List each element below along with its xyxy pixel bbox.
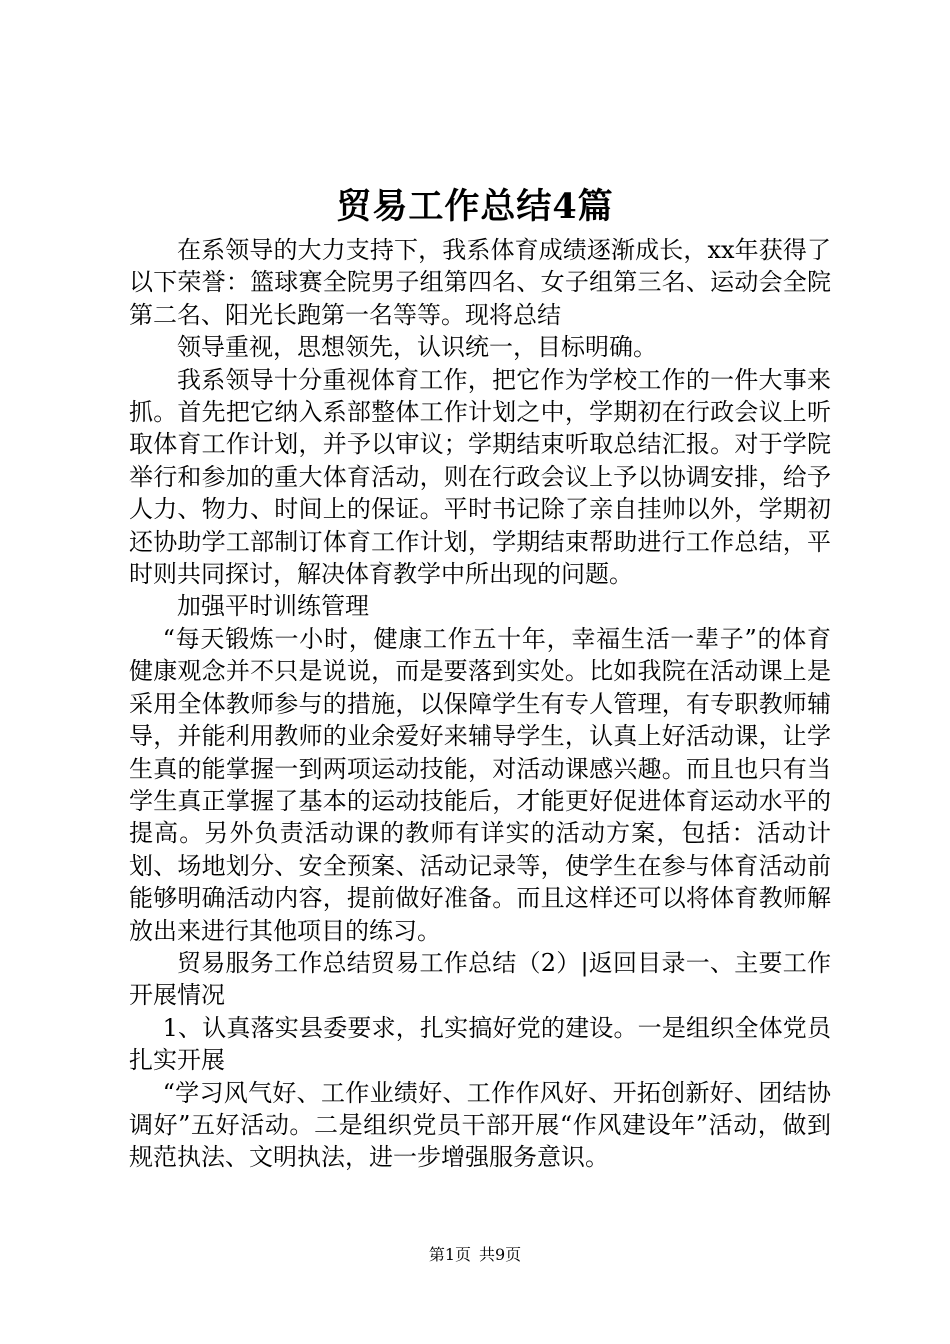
document-title: 贸易工作总结4篇 [336, 186, 614, 227]
page-footer [0, 1244, 950, 1266]
paragraph-five-goods: “学习风气好、工作业绩好、工作作风好、开拓创新好、团结协调好”五好活动。二是组织党员干部开展“作风建设年”活动，做到规范执法、文明执法，进一步增强服务意识。 [129, 1078, 831, 1172]
paragraph-heading-leadership: 领导重视，思想领先，认识统一，目标明确。 [177, 333, 657, 362]
document-body [129, 234, 831, 1174]
page-number-current: 第1页 [428, 1245, 471, 1264]
paragraph-heading-training: 加强平时训练管理 [177, 592, 369, 621]
paragraph-section-2: 贸易服务工作总结贸易工作总结（2）|返回目录一、主要工作开展情况 [129, 948, 831, 1010]
page-number-total: 共9页 [479, 1245, 522, 1264]
paragraph-party-building: 1、认真落实县委要求，扎实搞好党的建设。一是组织全体党员扎实开展 [129, 1013, 831, 1075]
paragraph-training: “每天锻炼一小时，健康工作五十年，幸福生活一辈子”的体育健康观念并不只是说说，而是要落到实处。比如我院在活动课上是采用全体教师参与的措施，以保障学生有专人管理，有专职教师辅导，并能利用教师的业余爱好来辅导学生，认真上好活动课，让学生真的能掌握一到两项运动技能，对活动课感兴趣。而且也只有当学生真正掌握了基本的运动技能后，才能更好促进体育运动水平的提高。另外负责活动课的教师有详实的活动方案，包括：活动计划、场地划分、安全预案、活动记录等，使学生在参与体育活动前能够明确活动内容，提前做好准备。而且这样还可以将体育教师解放出来进行其他项目的练习。 [129, 624, 831, 945]
paragraph-leadership: 我系领导十分重视体育工作，把它作为学校工作的一件大事来抓。首先把它纳入系部整体工作计划之中，学期初在行政会议上听取体育工作计划，并予以审议；学期结束听取总结汇报。对于学院举行和参加的重大体育活动，则在行政会议上予以协调安排，给予人力、物力、时间上的保证。平时书记除了亲自挂帅以外，学期初还协助学工部制订体育工作计划，学期结束帮助进行工作总结，平时则共同探讨，解决体育教学中所出现的问题。 [129, 365, 831, 589]
paragraph-intro: 在系领导的大力支持下，我系体育成绩逐渐成长，xx年获得了以下荣誉：篮球赛全院男子组第四名、女子组第三名、运动会全院第二名、阳光长跑第一名等等。现将总结 [129, 236, 831, 329]
